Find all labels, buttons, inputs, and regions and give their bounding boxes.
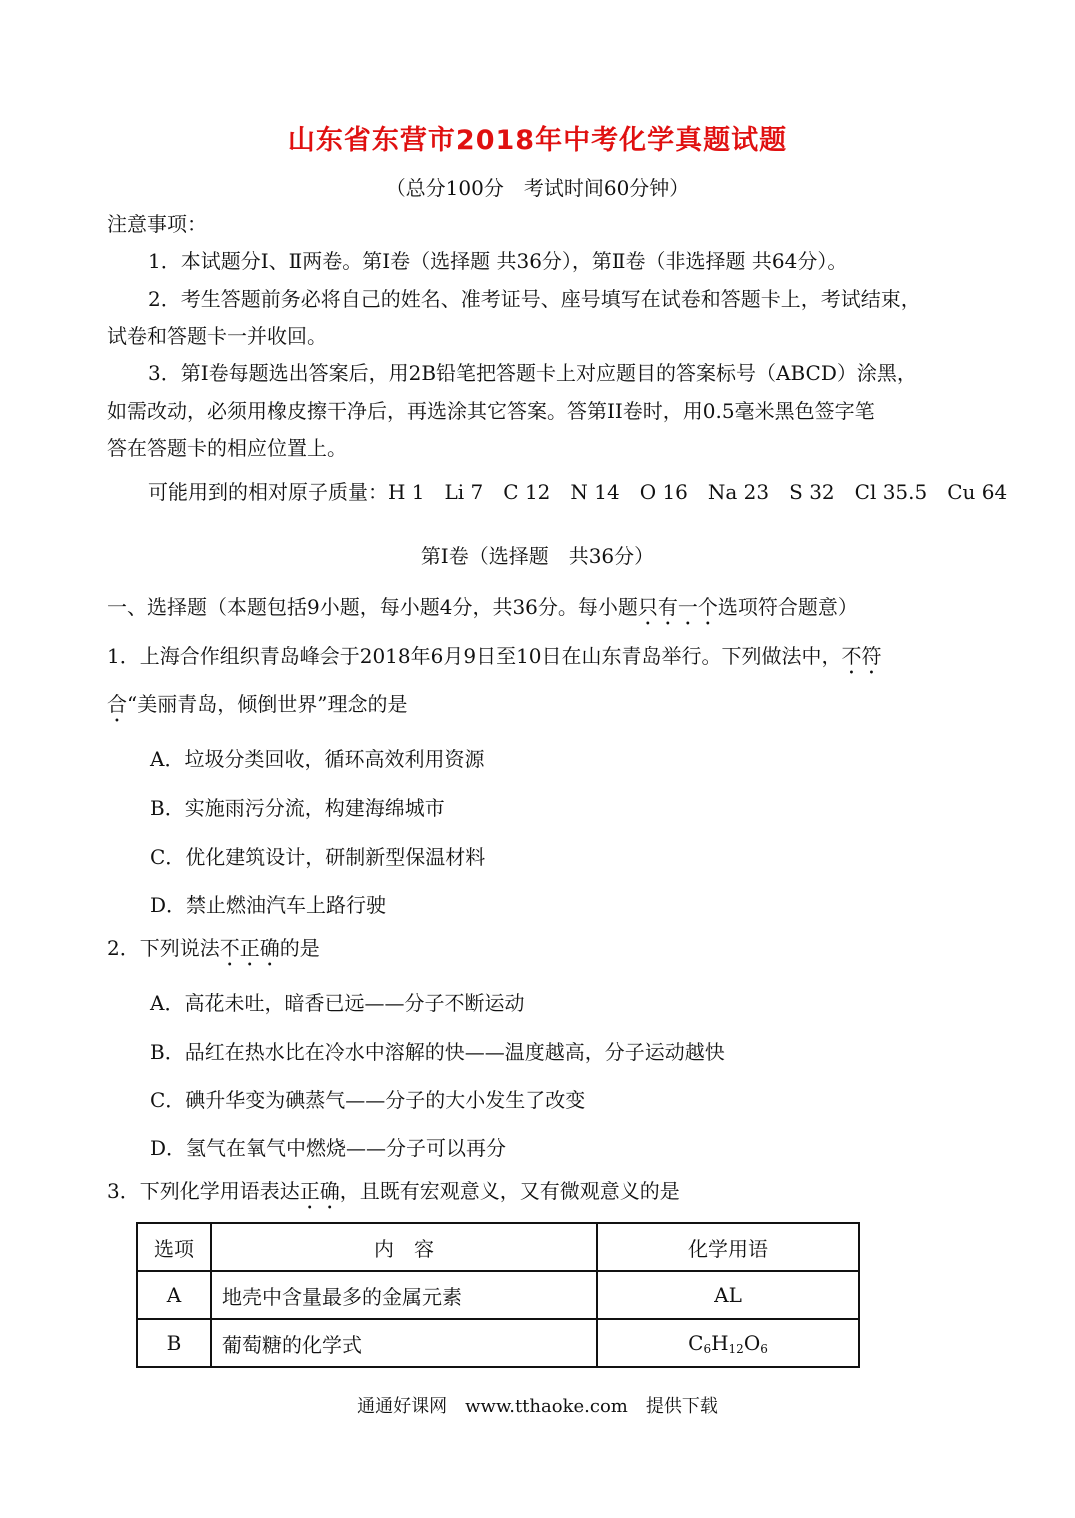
- row-a-option: A: [137, 1271, 211, 1319]
- q1-stem-line-1: [107, 643, 882, 679]
- row-a-chem-term: AL: [597, 1271, 859, 1319]
- note-3-line-3: 答在答题卡的相应位置上。: [107, 436, 347, 460]
- section1-emphasis: 只有一个: [637, 595, 718, 619]
- formula-o: O: [743, 1330, 761, 1355]
- q1-stem-pre: 1．上海合作组织青岛峰会于2018年6月9日至10日在山东青岛举行。下列做法中，: [107, 644, 842, 668]
- formula-c-sub: 6: [703, 1341, 712, 1356]
- q2-option-c: C．碘升华变为碘蒸气——分子的大小发生了改变: [150, 1088, 586, 1112]
- section1-heading: [107, 594, 858, 630]
- section1-text-pre: 一、选择题（本题包括9小题，每小题4分，共36分。每小题: [107, 595, 638, 619]
- formula-c: C: [688, 1330, 704, 1355]
- table-row: [137, 1271, 859, 1319]
- row-b-content: 葡萄糖的化学式: [211, 1319, 597, 1367]
- q1-stem-emphasis-2: 合: [107, 692, 127, 716]
- q3-options-table: [136, 1222, 860, 1368]
- note-2-line-2: 试卷和答题卡一并收回。: [107, 324, 327, 348]
- q2-option-a: A．高花未吐，暗香已远——分子不断运动: [150, 991, 525, 1015]
- note-3-line-1: 3．第Ⅰ卷每题选出答案后，用2B铅笔把答题卡上对应题目的答案标号（ABCD）涂黑，: [148, 361, 917, 385]
- exam-info: （总分100分 考试时间60分钟）: [385, 176, 690, 200]
- header-chem-term: 化学用语: [597, 1223, 859, 1271]
- formula-o-sub: 6: [760, 1341, 768, 1356]
- q1-option-d: D．禁止燃油汽车上路行驶: [150, 893, 387, 917]
- q1-stem-post: “美丽青岛，倾倒世界”理念的是: [127, 692, 408, 716]
- q2-stem: [107, 935, 320, 971]
- table-header-row: [137, 1223, 859, 1271]
- header-option: 选项: [137, 1223, 211, 1271]
- atomic-masses: 可能用到的相对原子质量：H 1 Li 7 C 12 N 14 O 16 Na 23 S 32 Cl 35.5 Cu 64: [148, 480, 1008, 504]
- row-b-option: B: [137, 1319, 211, 1367]
- table-row: [137, 1319, 859, 1367]
- note-3-line-2: 如需改动，必须用橡皮擦干净后，再选涂其它答案。答第II卷时，用0.5毫米黑色签字笔: [107, 399, 875, 423]
- notes-heading: 注意事项：: [107, 212, 207, 236]
- q2-stem-post: 的是: [279, 936, 320, 960]
- q1-stem-line-2: [107, 691, 407, 727]
- exam-title: 山东省东营市2018年中考化学真题试题: [287, 125, 788, 156]
- q1-stem-emphasis: 不符: [841, 644, 882, 668]
- q1-option-a: A．垃圾分类回收，循环高效利用资源: [150, 747, 485, 771]
- q3-stem-emphasis: 正确: [299, 1179, 340, 1203]
- header-content: 内 容: [211, 1223, 597, 1271]
- formula-h: H: [711, 1330, 729, 1355]
- note-1: 1．本试题分Ⅰ、Ⅱ两卷。第Ⅰ卷（选择题 共36分），第Ⅱ卷（非选择题 共64分）。: [148, 249, 848, 273]
- q3-stem-pre: 3．下列化学用语表达: [107, 1179, 300, 1203]
- q3-stem: [107, 1178, 680, 1214]
- q1-option-c: C．优化建筑设计，研制新型保温材料: [150, 845, 486, 869]
- part1-heading: 第Ⅰ卷（选择题 共36分）: [420, 544, 655, 568]
- page-footer: 通通好课网 www.tthaoke.com 提供下载: [357, 1396, 718, 1417]
- q2-option-d: D．氢气在氧气中燃烧——分子可以再分: [150, 1136, 507, 1160]
- section1-text-post: 选项符合题意）: [717, 595, 858, 619]
- formula-h-sub: 12: [728, 1341, 744, 1356]
- q1-option-b: B．实施雨污分流，构建海绵城市: [150, 796, 445, 820]
- q2-option-b: B．品红在热水比在冷水中溶解的快——温度越高，分子运动越快: [150, 1040, 725, 1064]
- row-b-chem-formula: [597, 1319, 859, 1367]
- q2-stem-emphasis: 不正确: [219, 936, 280, 960]
- q3-stem-post: ，且既有宏观意义，又有微观意义的是: [339, 1179, 680, 1203]
- note-2-line-1: 2．考生答题前务必将自己的姓名、准考证号、座号填写在试卷和答题卡上，考试结束，: [148, 287, 921, 311]
- row-a-content: 地壳中含量最多的金属元素: [211, 1271, 597, 1319]
- q2-stem-pre: 2．下列说法: [107, 936, 220, 960]
